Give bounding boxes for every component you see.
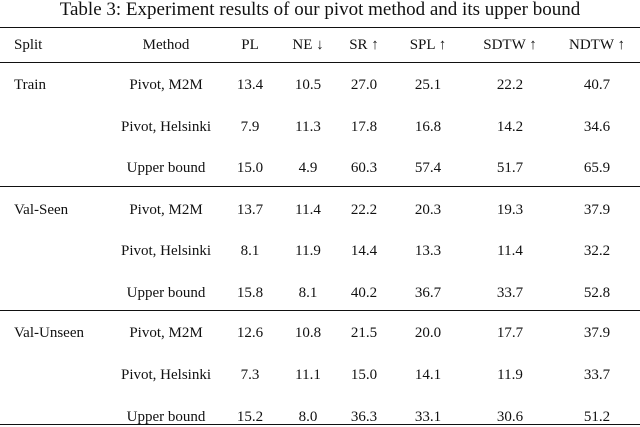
ne-cell-1-1: 11.9 <box>295 243 321 259</box>
sr-cell-1-0: 22.2 <box>350 202 378 218</box>
ndtw-cell-0-0: 40.7 <box>583 77 611 93</box>
header-ne: NE ↓ <box>292 37 324 53</box>
spl-cell-2-0: 20.0 <box>414 325 442 341</box>
pl-cell-0-0: 13.4 <box>236 77 264 93</box>
sr-cell-1-1: 14.4 <box>350 243 378 259</box>
method-cell-2-0: Pivot, M2M <box>129 325 203 341</box>
ne-cell-0-0: 10.5 <box>294 77 322 93</box>
split-label-1: Val-Seen <box>14 202 69 218</box>
ndtw-cell-1-1: 32.2 <box>583 243 611 259</box>
pl-cell-0-2: 15.0 <box>236 160 264 176</box>
method-cell-1-0: Pivot, M2M <box>129 202 203 218</box>
sdtw-cell-2-1: 11.9 <box>497 367 523 383</box>
spl-cell-0-2: 57.4 <box>414 160 442 176</box>
spl-cell-1-1: 13.3 <box>414 243 442 259</box>
sr-cell-0-0: 27.0 <box>350 77 378 93</box>
pl-cell-1-0: 13.7 <box>236 202 264 218</box>
spl-cell-2-2: 33.1 <box>414 409 442 425</box>
sdtw-cell-1-2: 33.7 <box>496 285 524 301</box>
ne-cell-1-2: 8.1 <box>298 285 318 301</box>
pl-cell-1-1: 8.1 <box>240 243 260 259</box>
group-separator-1 <box>0 186 640 187</box>
split-label-2: Val-Unseen <box>14 325 84 341</box>
pl-cell-1-2: 15.8 <box>236 285 264 301</box>
ndtw-cell-2-1: 33.7 <box>583 367 611 383</box>
ndtw-cell-0-2: 65.9 <box>583 160 611 176</box>
ndtw-cell-0-1: 34.6 <box>583 119 611 135</box>
method-cell-0-0: Pivot, M2M <box>129 77 203 93</box>
ne-cell-0-2: 4.9 <box>298 160 318 176</box>
group-separator-2 <box>0 310 640 311</box>
spl-cell-2-1: 14.1 <box>414 367 442 383</box>
method-cell-1-2: Upper bound <box>126 285 206 301</box>
pl-cell-2-2: 15.2 <box>236 409 264 425</box>
split-label-0: Train <box>14 77 46 93</box>
spl-cell-0-0: 25.1 <box>414 77 442 93</box>
ne-cell-2-1: 11.1 <box>295 367 321 383</box>
sr-cell-0-1: 17.8 <box>350 119 378 135</box>
header-rule <box>0 27 640 28</box>
ndtw-cell-1-2: 52.8 <box>583 285 611 301</box>
sr-cell-1-2: 40.2 <box>350 285 378 301</box>
pl-cell-2-0: 12.6 <box>236 325 264 341</box>
ndtw-cell-1-0: 37.9 <box>583 202 611 218</box>
header-pl: PL <box>241 37 259 53</box>
ne-cell-2-0: 10.8 <box>294 325 322 341</box>
header-method: Method <box>142 37 190 53</box>
sdtw-cell-2-0: 17.7 <box>496 325 524 341</box>
ne-cell-2-2: 8.0 <box>298 409 318 425</box>
sdtw-cell-1-0: 19.3 <box>496 202 524 218</box>
header-sr: SR ↑ <box>349 37 379 53</box>
spl-cell-1-0: 20.3 <box>414 202 442 218</box>
header-ndtw: NDTW ↑ <box>569 37 625 53</box>
method-cell-0-1: Pivot, Helsinki <box>120 119 211 135</box>
spl-cell-0-1: 16.8 <box>414 119 442 135</box>
sr-cell-2-1: 15.0 <box>350 367 378 383</box>
pl-cell-0-1: 7.9 <box>240 119 260 135</box>
sdtw-cell-1-1: 11.4 <box>497 243 523 259</box>
sr-cell-0-2: 60.3 <box>350 160 378 176</box>
method-cell-2-2: Upper bound <box>126 409 206 425</box>
method-cell-0-2: Upper bound <box>126 160 206 176</box>
ndtw-cell-2-2: 51.2 <box>583 409 611 425</box>
sdtw-cell-2-2: 30.6 <box>496 409 524 425</box>
method-cell-1-1: Pivot, Helsinki <box>120 243 211 259</box>
sdtw-cell-0-2: 51.7 <box>496 160 524 176</box>
spl-cell-1-2: 36.7 <box>414 285 442 301</box>
header-separator <box>0 62 640 63</box>
header-split: Split <box>14 37 43 53</box>
header-sdtw: SDTW ↑ <box>483 37 537 53</box>
ndtw-cell-2-0: 37.9 <box>583 325 611 341</box>
method-cell-2-1: Pivot, Helsinki <box>120 367 211 383</box>
sdtw-cell-0-1: 14.2 <box>496 119 524 135</box>
ne-cell-0-1: 11.3 <box>295 119 321 135</box>
ne-cell-1-0: 11.4 <box>295 202 321 218</box>
sr-cell-2-0: 21.5 <box>350 325 378 341</box>
pl-cell-2-1: 7.3 <box>240 367 260 383</box>
sdtw-cell-0-0: 22.2 <box>496 77 524 93</box>
sr-cell-2-2: 36.3 <box>350 409 378 425</box>
table-caption: Table 3: Experiment results of our pivot method and its upper bound <box>59 0 581 20</box>
header-spl: SPL ↑ <box>409 37 447 53</box>
